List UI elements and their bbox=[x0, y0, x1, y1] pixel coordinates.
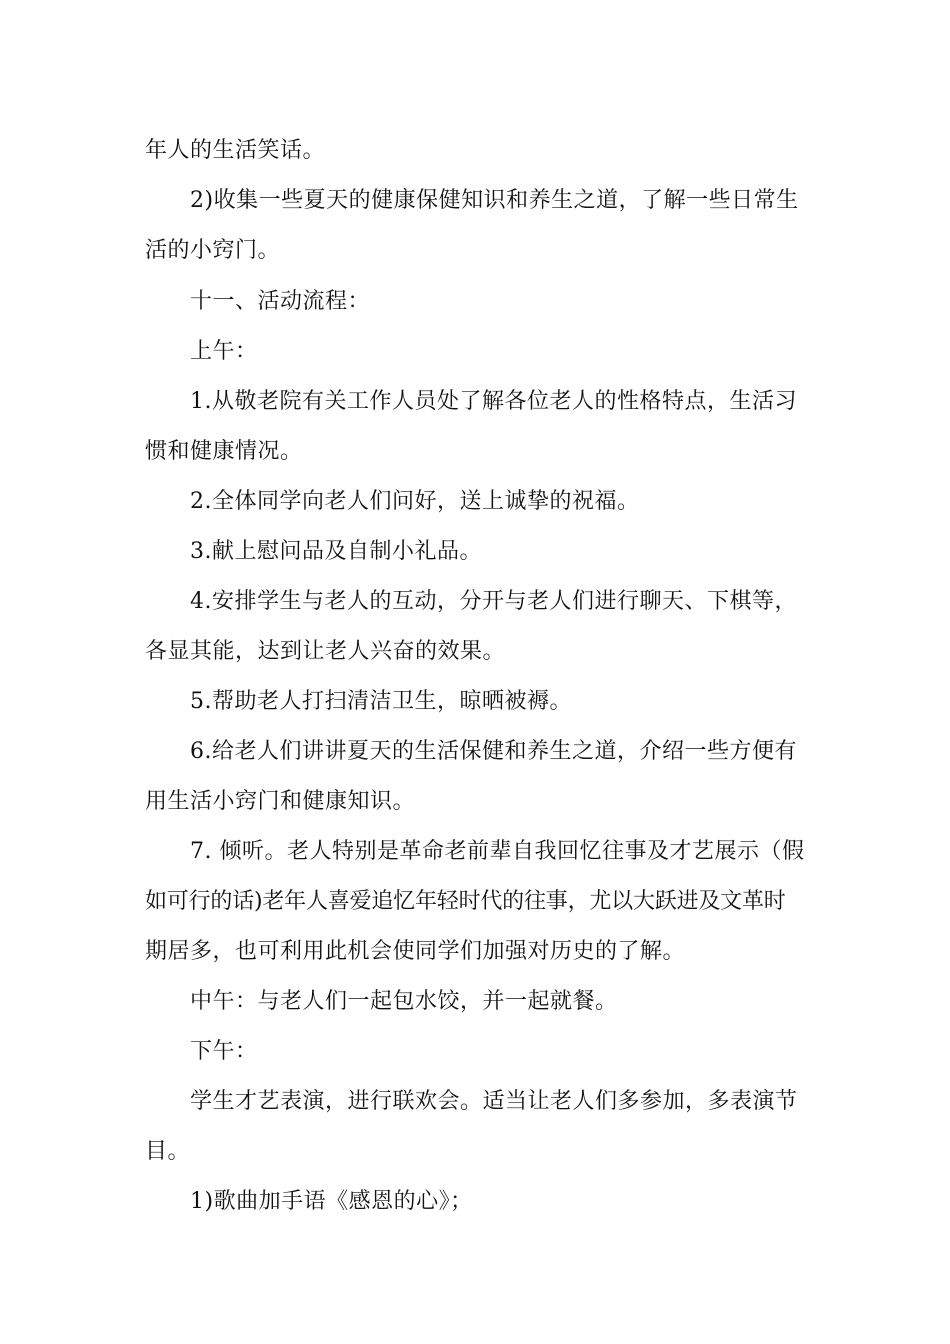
text-line: 活的小窍门。 bbox=[145, 238, 281, 263]
text-line: 2)收集一些夏天的健康保健知识和养生之道，了解一些日常生 bbox=[190, 188, 799, 213]
text-line: 年人的生活笑话。 bbox=[145, 138, 326, 163]
list-item: 1.从敬老院有关工作人员处了解各位老人的性格特点，生活习 bbox=[190, 389, 797, 414]
list-item: 7. 倾听。老人特别是革命老前辈自我回忆往事及才艺展示（假 bbox=[190, 839, 805, 864]
section-heading: 十一、活动流程： bbox=[190, 289, 371, 314]
text-line: 如可行的话)老年人喜爱追忆年轻时代的往事，尤以大跃进及文革时 bbox=[145, 889, 786, 914]
text-line: 上午： bbox=[190, 339, 258, 364]
text-line: 用生活小窍门和健康知识。 bbox=[145, 789, 416, 814]
text-line: 目。 bbox=[145, 1139, 191, 1164]
list-item: 6.给老人们讲讲夏天的生活保健和养生之道，介绍一些方便有 bbox=[190, 739, 797, 764]
text-line: 惯和健康情况。 bbox=[145, 439, 303, 464]
list-item: 3.献上慰问品及自制小礼品。 bbox=[190, 539, 482, 564]
text-line: 下午： bbox=[190, 1039, 258, 1064]
list-item: 4.安排学生与老人的互动，分开与老人们进行聊天、下棋等， bbox=[190, 589, 797, 614]
text-line: 中午：与老人们一起包水饺，并一起就餐。 bbox=[190, 989, 618, 1014]
text-line: 学生才艺表演，进行联欢会。适当让老人们多参加，多表演节 bbox=[190, 1089, 798, 1114]
list-item: 1)歌曲加手语《感恩的心》； bbox=[190, 1189, 473, 1214]
text-line: 期居多，也可利用此机会使同学们加强对历史的了解。 bbox=[145, 939, 686, 964]
list-item: 5.帮助老人打扫清洁卫生，晾晒被褥。 bbox=[190, 689, 572, 714]
text-line: 各显其能，达到让老人兴奋的效果。 bbox=[145, 639, 506, 664]
list-item: 2.全体同学向老人们问好，送上诚挚的祝福。 bbox=[190, 489, 640, 514]
